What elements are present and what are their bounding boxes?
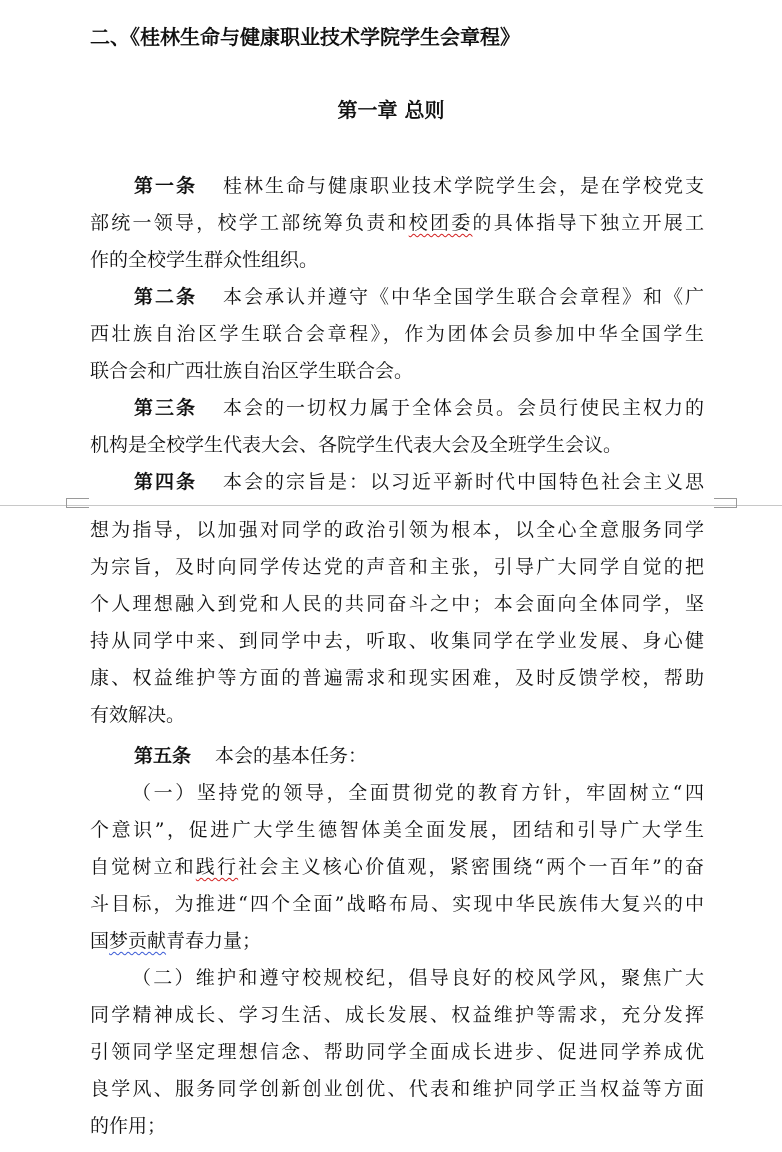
article-4-line-7: 有效解决。 xyxy=(90,704,186,726)
item-2-line-3: 引领同学坚定理想信念、帮助同学全面成长进步、促进同学养成优 xyxy=(90,1041,704,1063)
article-2-line-2: 西壮族自治区学生联合会章程》，作为团体会员参加中华全国学生 xyxy=(90,323,704,345)
article-5-label: 第五条 xyxy=(134,745,192,767)
article-4-line-1: 第四条 本会的宗旨是：以习近平新时代中国特色社会主义思 xyxy=(134,471,704,493)
article-4-label: 第四条 xyxy=(134,471,197,493)
article-2-label: 第二条 xyxy=(134,286,197,308)
page-corner-mark-right xyxy=(714,498,737,508)
article-2-line-3: 联合会和广西壮族自治区学生联合会。 xyxy=(90,360,414,382)
item-1-line-5: 国梦贡献青春力量； xyxy=(90,930,262,952)
spellcheck-mark: 践行 xyxy=(195,856,239,878)
page-corner-mark-left xyxy=(66,498,89,508)
spellcheck-mark: 校团委 xyxy=(408,212,473,234)
item-2-line-5: 的作用； xyxy=(90,1115,167,1137)
article-4-line-6: 康、权益维护等方面的普遍需求和现实困难，及时反馈学校，帮助 xyxy=(90,667,704,689)
item-2-line-1: （二）维护和遵守校规校纪，倡导良好的校风学风，聚焦广大 xyxy=(132,967,704,989)
article-3-label: 第三条 xyxy=(134,397,197,419)
article-2-line-1: 第二条 本会承认并遵守《中华全国学生联合会章程》和《广 xyxy=(134,286,704,308)
document-title: 二、《桂林生命与健康职业技术学院学生会章程》 xyxy=(90,25,520,49)
chapter-heading: 第一章 总则 xyxy=(337,98,445,122)
article-4-line-3: 为宗旨，及时向同学传达党的声音和主张，引导广大同学自觉的把 xyxy=(90,556,704,578)
item-1-line-3: 自觉树立和践行社会主义核心价值观，紧密围绕“两个一百年”的奋 xyxy=(90,856,704,878)
article-3-line-2: 机构是全校学生代表大会、各院学生代表大会及全班学生会议。 xyxy=(90,434,623,456)
item-2-line-2: 同学精神成长、学习生活、成长发展、权益维护等需求，充分发挥 xyxy=(90,1004,704,1026)
article-4-line-5: 持从同学中来、到同学中去，听取、收集同学在学业发展、身心健 xyxy=(90,630,704,652)
item-1-line-1: （一）坚持党的领导，全面贯彻党的教育方针，牢固树立“四 xyxy=(132,782,704,804)
item-1-line-2: 个意识”，促进广大学生德智体美全面发展，团结和引导广大学生 xyxy=(90,819,704,841)
article-3-line-1: 第三条 本会的一切权力属于全体会员。会员行使民主权力的 xyxy=(134,397,704,419)
article-1-line-1: 第一条 桂林生命与健康职业技术学院学生会，是在学校党支 xyxy=(134,175,704,197)
article-4-line-4: 个人理想融入到党和人民的共同奋斗之中；本会面向全体同学，坚 xyxy=(90,593,704,615)
article-4-line-2: 想为指导，以加强对同学的政治引领为根本，以全心全意服务同学 xyxy=(90,519,704,541)
article-5-line-1: 第五条 本会的基本任务： xyxy=(134,745,368,767)
item-1-line-4: 斗目标，为推进“四个全面”战略布局、实现中华民族伟大复兴的中 xyxy=(90,893,704,915)
article-1-label: 第一条 xyxy=(134,175,197,197)
article-1-line-3: 作的全校学生群众性组织。 xyxy=(90,249,319,271)
article-1-line-2: 部统一领导，校学工部统筹负责和校团委的具体指导下独立开展工 xyxy=(90,212,704,234)
grammar-check-mark: 梦贡献 xyxy=(109,930,167,952)
page-break-divider xyxy=(0,505,782,506)
item-2-line-4: 良学风、服务同学创新创业创优、代表和维护同学正当权益等方面 xyxy=(90,1078,704,1100)
